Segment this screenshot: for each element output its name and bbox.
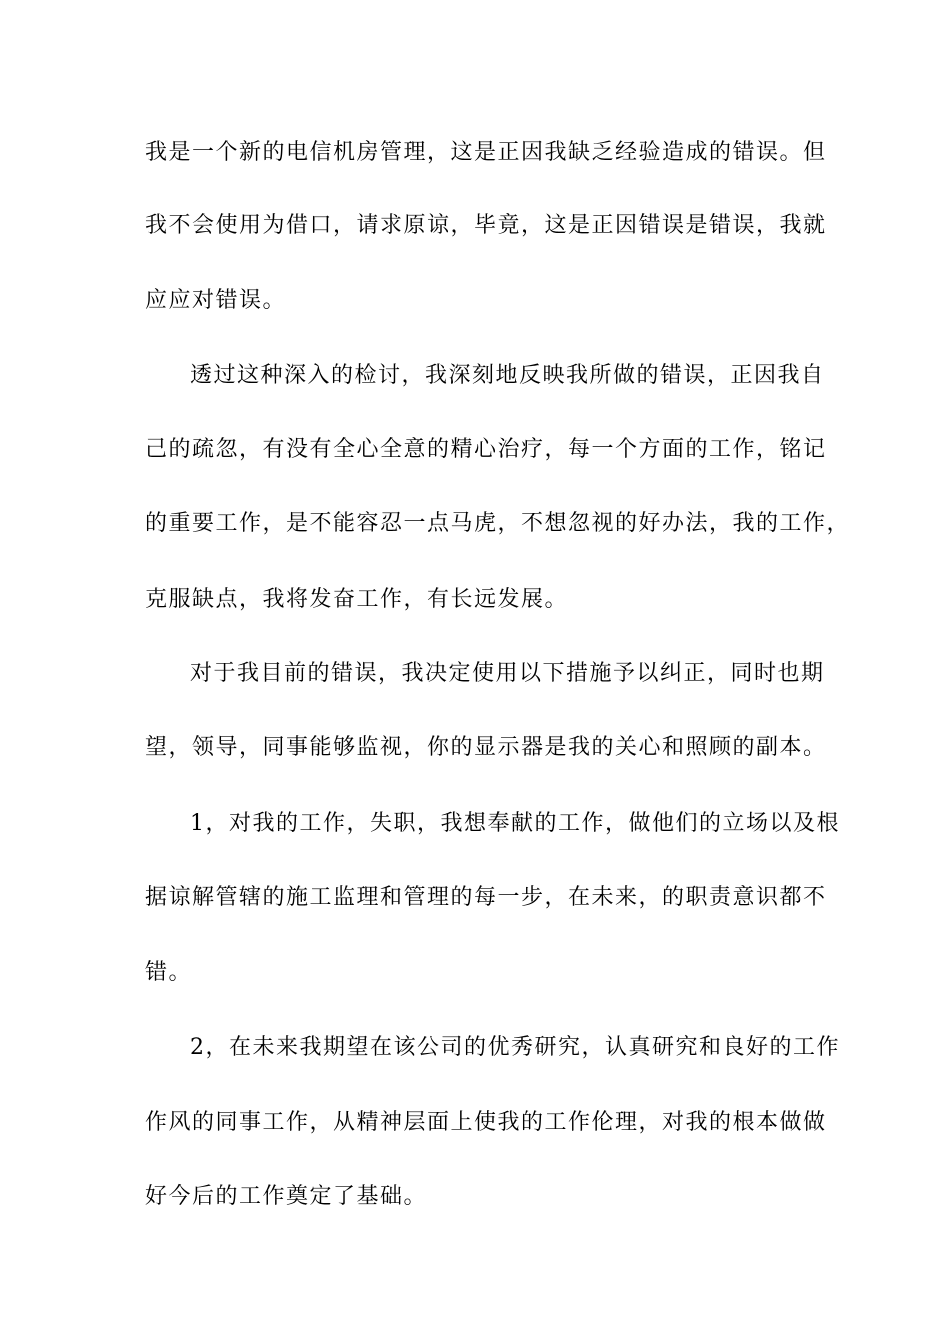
- paragraph-1-line-2: 我不会使用为借口，请求原谅，毕竟，这是正因错误是错误，我就: [145, 213, 827, 238]
- paragraph-5-line-2: 作风的同事工作，从精神层面上使我的工作伦理，对我的根本做做: [145, 1110, 827, 1135]
- paragraph-2-line-3: 的重要工作，是不能容忍一点马虎，不想忽视的好办法，我的工作，: [145, 511, 851, 536]
- paragraph-2-line-1: 透过这种深入的检讨，我深刻地反映我所做的错误，正因我自: [190, 363, 825, 388]
- paragraph-2-line-2: 己的疏忽，有没有全心全意的精心治疗，每一个方面的工作，铭记: [145, 437, 827, 462]
- paragraph-1-line-3: 应应对错误。: [145, 288, 287, 313]
- paragraph-4-line-3: 错。: [145, 960, 193, 985]
- paragraph-3-line-1: 对于我目前的错误，我决定使用以下措施予以纠正，同时也期: [190, 661, 825, 686]
- paragraph-3-line-2: 望，领导，同事能够监视，你的显示器是我的关心和照顾的副本。: [145, 735, 827, 760]
- paragraph-4-line-2: 据谅解管辖的施工监理和管理的每一步，在未来，的职责意识都不: [145, 885, 827, 910]
- paragraph-5-line-1: 2，在未来我期望在该公司的优秀研究，认真研究和良好的工作: [190, 1035, 840, 1060]
- paragraph-5-line-3: 好今后的工作奠定了基础。: [145, 1184, 428, 1209]
- paragraph-2-line-4: 克服缺点，我将发奋工作，有长远发展。: [145, 587, 569, 612]
- paragraph-1-line-1: 我是一个新的电信机房管理，这是正因我缺乏经验造成的错误。但: [145, 140, 827, 165]
- paragraph-4-line-1: 1，对我的工作，失职，我想奉献的工作，做他们的立场以及根: [190, 811, 840, 836]
